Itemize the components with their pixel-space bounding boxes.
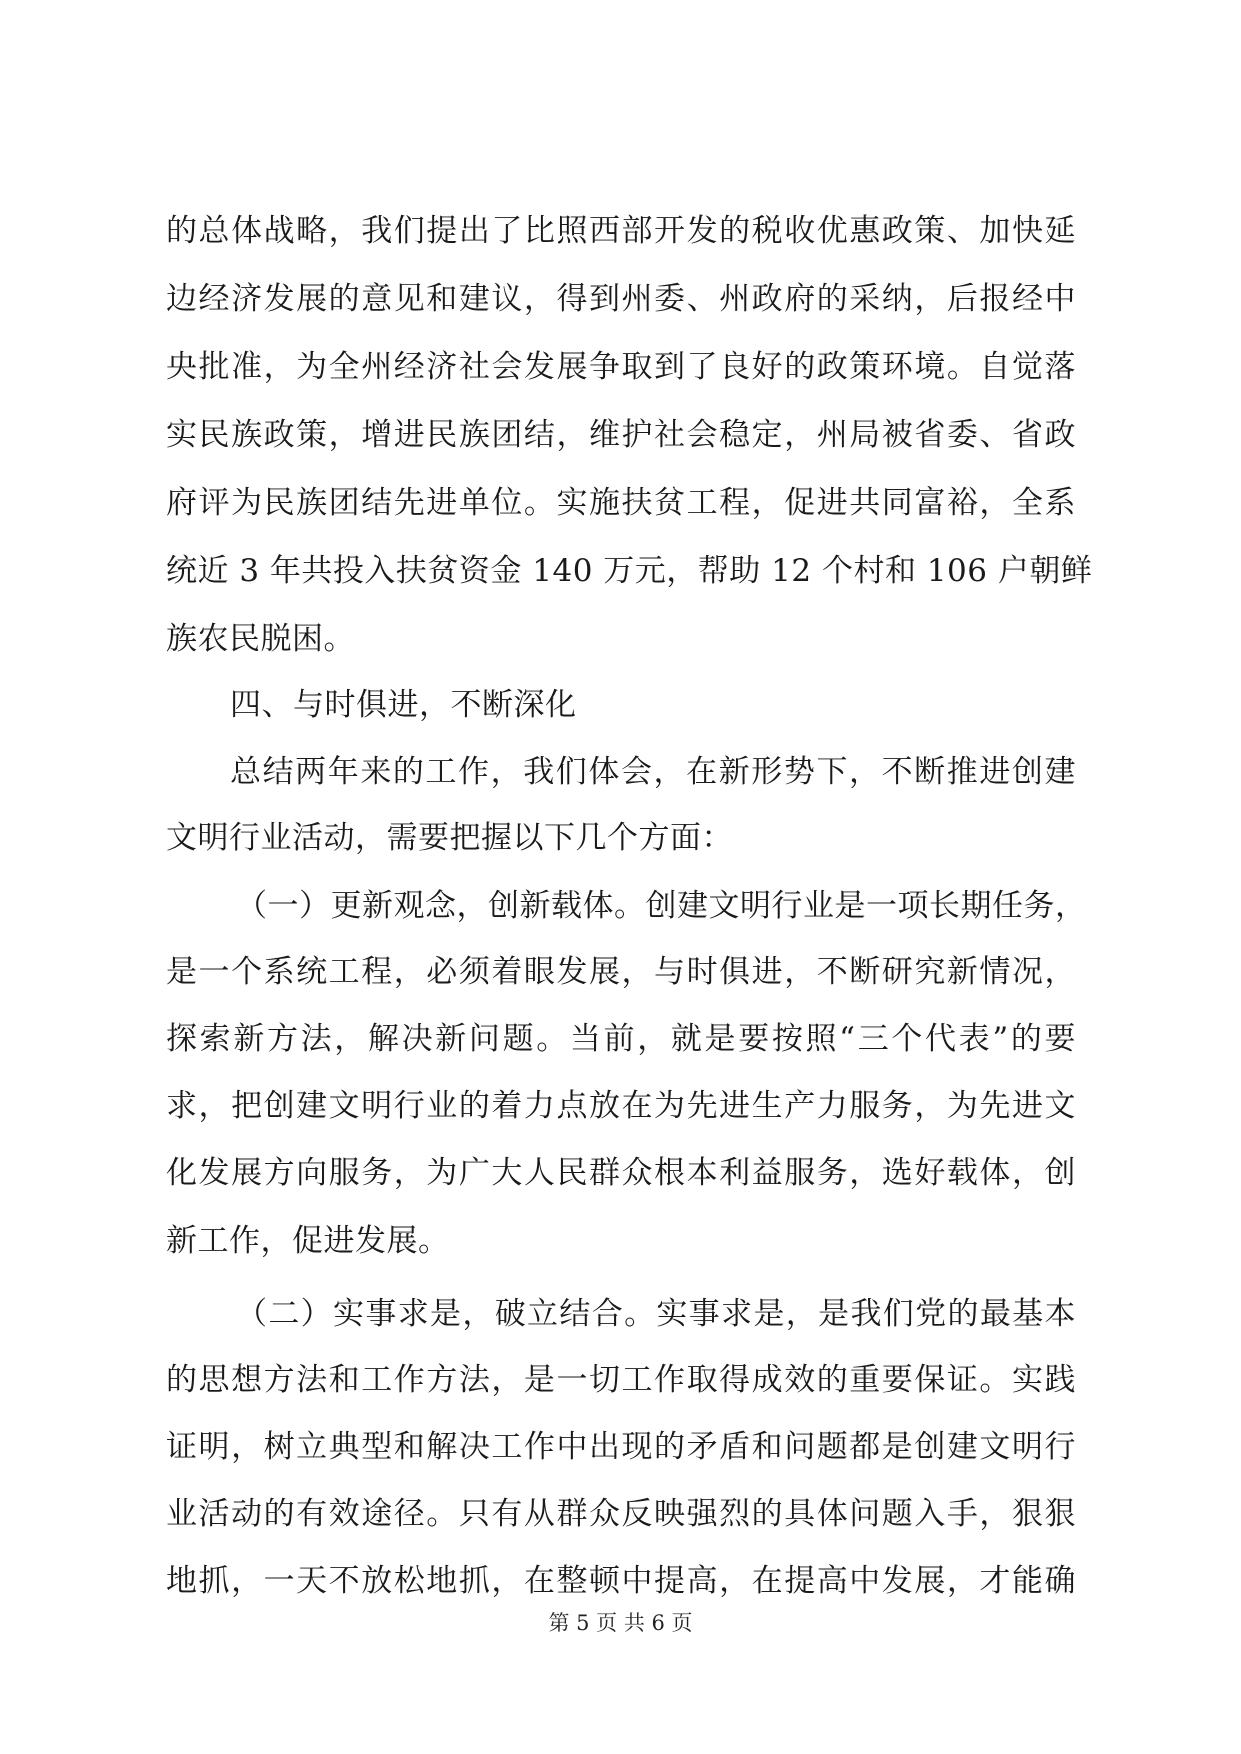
body-text-line: 新工作，促进发展。 (166, 1223, 450, 1259)
body-text-line: 统近 3 年共投入扶贫资金 140 万元，帮助 12 个村和 106 户朝鲜 (166, 553, 1093, 589)
section-heading: 四、与时俱进，不断深化 (230, 687, 577, 723)
page-number-footer: 第 5 页 共 6 页 (548, 1611, 693, 1635)
body-text-line: 探索新方法，解决新问题。当前，就是要按照“三个代表”的要 (166, 1021, 1076, 1057)
body-text-line: 是一个系统工程，必须着眼发展，与时俱进，不断研究新情况， (166, 954, 1076, 990)
subsection-heading-line: （一）更新观念，创新载体。创建文明行业是一项长期任务， (236, 888, 1087, 924)
body-text-line: 总结两年来的工作，我们体会，在新形势下，不断推进创建 (230, 754, 1076, 790)
body-text-line: 族农民脱困。 (166, 621, 355, 657)
body-text-line: 边经济发展的意见和建议，得到州委、州政府的采纳，后报经中 (166, 281, 1076, 317)
body-text-line: 文明行业活动，需要把握以下几个方面： (166, 820, 733, 856)
body-text-line: 央批准，为全州经济社会发展争取到了良好的政策环境。自觉落 (166, 349, 1076, 385)
body-text-line: 业活动的有效途径。只有从群众反映强烈的具体问题入手，狠狠 (166, 1496, 1076, 1532)
body-text-line: 化发展方向服务，为广大人民群众根本利益服务，选好载体，创 (166, 1155, 1076, 1191)
subsection-heading-line: （二）实事求是，破立结合。实事求是，是我们党的最基本 (236, 1296, 1076, 1332)
body-text-line: 地抓，一天不放松地抓，在整顿中提高，在提高中发展，才能确 (166, 1563, 1076, 1599)
body-text-line: 求，把创建文明行业的着力点放在为先进生产力服务，为先进文 (166, 1088, 1076, 1124)
body-text-line: 府评为民族团结先进单位。实施扶贫工程，促进共同富裕，全系 (166, 485, 1076, 521)
body-text-line: 证明，树立典型和解决工作中出现的矛盾和问题都是创建文明行 (166, 1429, 1076, 1465)
body-text-line: 的总体战略，我们提出了比照西部开发的税收优惠政策、加快延 (166, 213, 1076, 249)
body-text-line: 的思想方法和工作方法，是一切工作取得成效的重要保证。实践 (166, 1362, 1076, 1398)
body-text-line: 实民族政策，增进民族团结，维护社会稳定，州局被省委、省政 (166, 417, 1076, 453)
